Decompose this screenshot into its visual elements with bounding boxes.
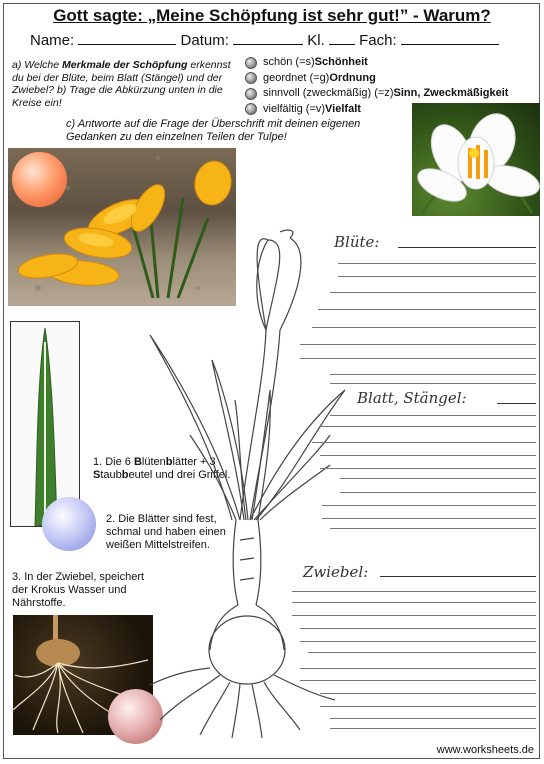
writing-line[interactable] [312,442,536,443]
bullet-icon [245,103,257,115]
writing-line[interactable] [292,615,536,616]
writing-line[interactable] [320,426,536,427]
writing-line[interactable] [330,528,536,529]
writing-line[interactable] [318,309,536,310]
legend-item-ordnung: geordnet (=g) Ordnung [245,71,508,87]
leaf-graphic [11,322,79,526]
writing-line[interactable] [322,518,536,519]
writing-line[interactable] [300,358,536,359]
date-field[interactable] [233,32,303,45]
writing-line[interactable] [292,591,536,592]
legend-item-sinn: sinnvoll (zweckmäßig) (=z) Sinn, Zweckmäßigkeit [245,86,508,102]
writing-line[interactable] [312,327,536,328]
writing-line[interactable] [398,247,536,248]
writing-line[interactable] [330,728,536,729]
writing-line[interactable] [330,415,536,416]
section-blatt: Blatt, Stängel: [357,389,467,407]
footer-url: www.worksheets.de [436,744,534,756]
writing-line[interactable] [300,344,536,345]
subject-field[interactable] [401,32,499,45]
class-field[interactable] [329,32,355,45]
writing-line[interactable] [300,680,536,681]
name-field[interactable] [78,32,176,45]
writing-line[interactable] [300,628,536,629]
writing-line[interactable] [320,468,536,469]
page-title: Gott sagte: „Meine Schöpfung ist sehr gut!” - Warum? [53,6,491,25]
bullet-icon [245,57,257,69]
legend-item-vielfalt: vielfältig (=v) Vielfalt [245,102,508,118]
writing-line[interactable] [338,276,536,277]
header-fields [30,32,499,49]
answer-circle-blatt[interactable] [42,497,96,551]
white-crocus-photo [412,103,540,216]
writing-line[interactable] [340,478,536,479]
instruction-ab: a) Welche Merkmale der Schöpfung erkennst du bei der Blüte, beim Blatt (Stängel) und der Zwiebel? b) Trage die Abkürzung unten in die Kreise ein! [12,59,231,109]
writing-line[interactable] [380,576,536,577]
writing-line[interactable] [340,492,536,493]
section-bluete: Blüte: [334,233,380,251]
note-blatt: 2. Die Blätter sind fest, schmal und haben einen weißen Mittelstreifen. [106,513,226,551]
instruction-c: c) Antworte auf die Frage der Überschrift mit deinen eigenen Gedanken zu den einzelnen Teilen der Tulpe! [66,118,361,143]
writing-line[interactable] [330,292,536,293]
writing-line[interactable] [320,455,536,456]
writing-line[interactable] [292,602,536,603]
writing-line[interactable] [300,668,536,669]
writing-line[interactable] [308,652,536,653]
class-label: Kl. [307,32,325,49]
crocus-line-drawing [140,220,350,740]
white-crocus-graphic [412,103,540,216]
section-zwiebel: Zwiebel: [303,563,369,581]
writing-line[interactable] [330,718,536,719]
writing-line[interactable] [300,641,536,642]
writing-line[interactable] [320,706,536,707]
subject-label: Fach: [359,32,397,49]
writing-line[interactable] [330,383,536,384]
note-bluete: 1. Die 6 Blütenblätter + 3 Staubbeutel und drei Griffel. [93,456,231,481]
note-zwiebel: 3. In der Zwiebel, speichert der Krokus Wasser und Nährstoffe. [12,571,145,609]
name-label: Name: [30,32,75,49]
writing-line[interactable] [497,403,536,404]
bullet-icon [245,88,257,100]
legend-item-schoenheit: schön (=s) Schönheit [245,55,508,71]
writing-line[interactable] [320,693,536,694]
writing-line[interactable] [338,263,536,264]
date-label: Datum: [180,32,229,49]
writing-line[interactable] [330,374,536,375]
bullet-icon [245,72,257,84]
answer-circle-bluete[interactable] [12,152,67,207]
writing-line[interactable] [322,505,536,506]
